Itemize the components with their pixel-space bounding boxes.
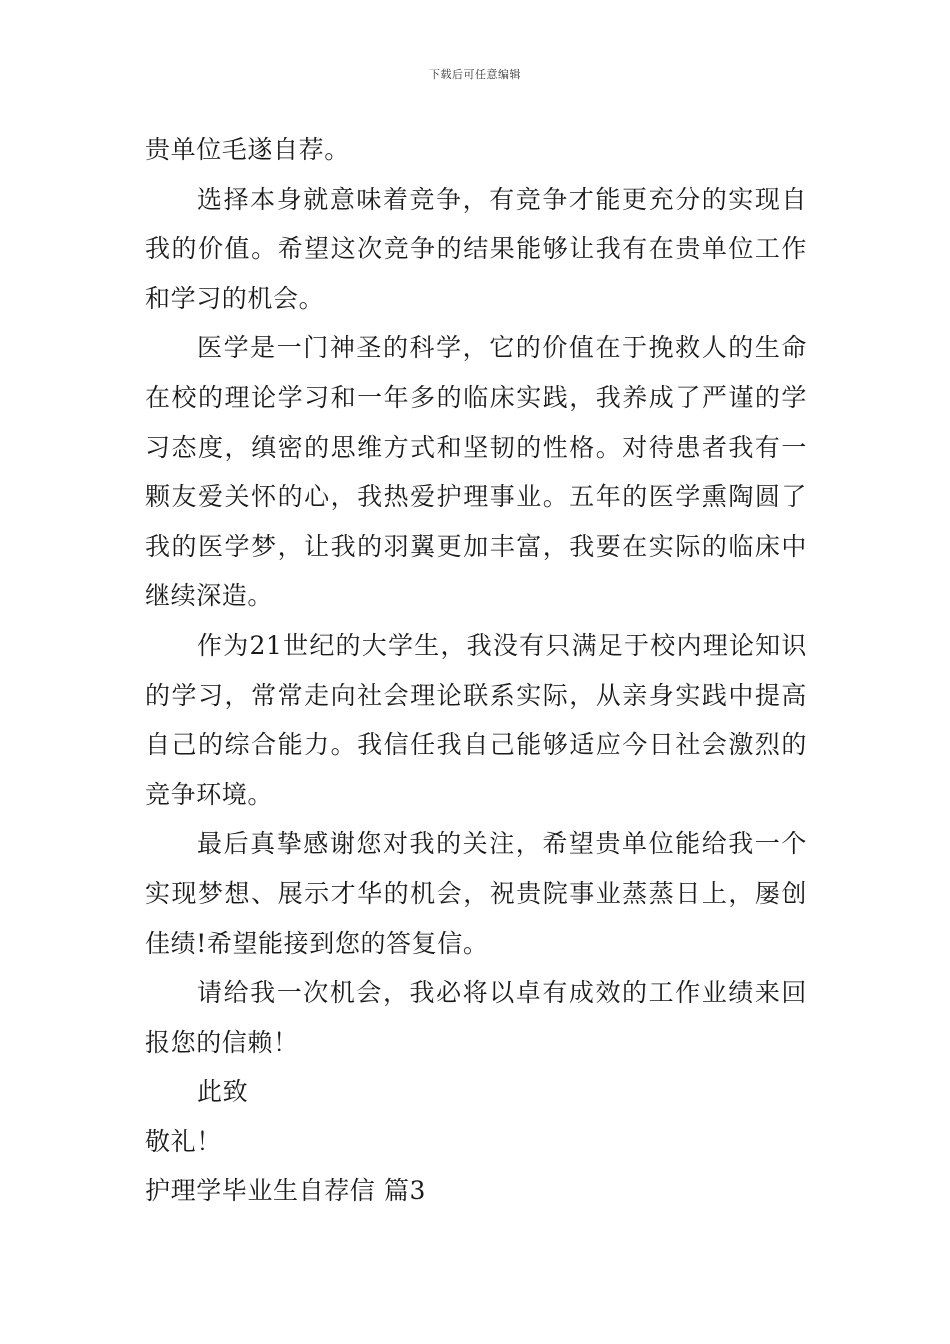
paragraph-opening-fragment: 贵单位毛遂自荐。 (145, 135, 350, 164)
paragraph-competition: 选择本身就意味着竞争，有竞争才能更充分的实现自我的价值。希望这次竞争的结果能够让我有在贵单位工作和学习的机会。 (145, 184, 807, 313)
closing-salutation: 此致 (197, 1077, 249, 1107)
letter-body (145, 125, 807, 1216)
paragraph-medicine: 医学是一门神圣的科学，它的价值在于挽救人的生命在校的理论学习和一年多的临床实践，我养成了严谨的学习态度，缜密的思维方式和坚韧的性格。对待患者我有一颗友爱关怀的心，我热爱护理事业。五年的医学熏陶圆了我的医学梦，让我的羽翼更加丰富，我要在实际的临床中继续深造。 (145, 333, 807, 611)
page-header: 下载后可任意编辑 (429, 68, 521, 81)
paragraph-request: 请给我一次机会，我必将以卓有成效的工作业绩来回报您的信赖！ (145, 978, 807, 1057)
closing-regards: 敬礼！ (145, 1126, 222, 1156)
section-title: 护理学毕业生自荐信 篇3 (145, 1176, 427, 1206)
paragraph-practice: 作为21世纪的大学生，我没有只满足于校内理论知识的学习，常常走向社会理论联系实际，从亲身实践中提高自己的综合能力。我信任我自己能够适应今日社会激烈的竞争环境。 (145, 630, 807, 809)
paragraph-thanks: 最后真挚感谢您对我的关注，希望贵单位能给我一个实现梦想、展示才华的机会，祝贵院事业蒸蒸日上，屡创佳绩!希望能接到您的答复信。 (145, 829, 807, 958)
